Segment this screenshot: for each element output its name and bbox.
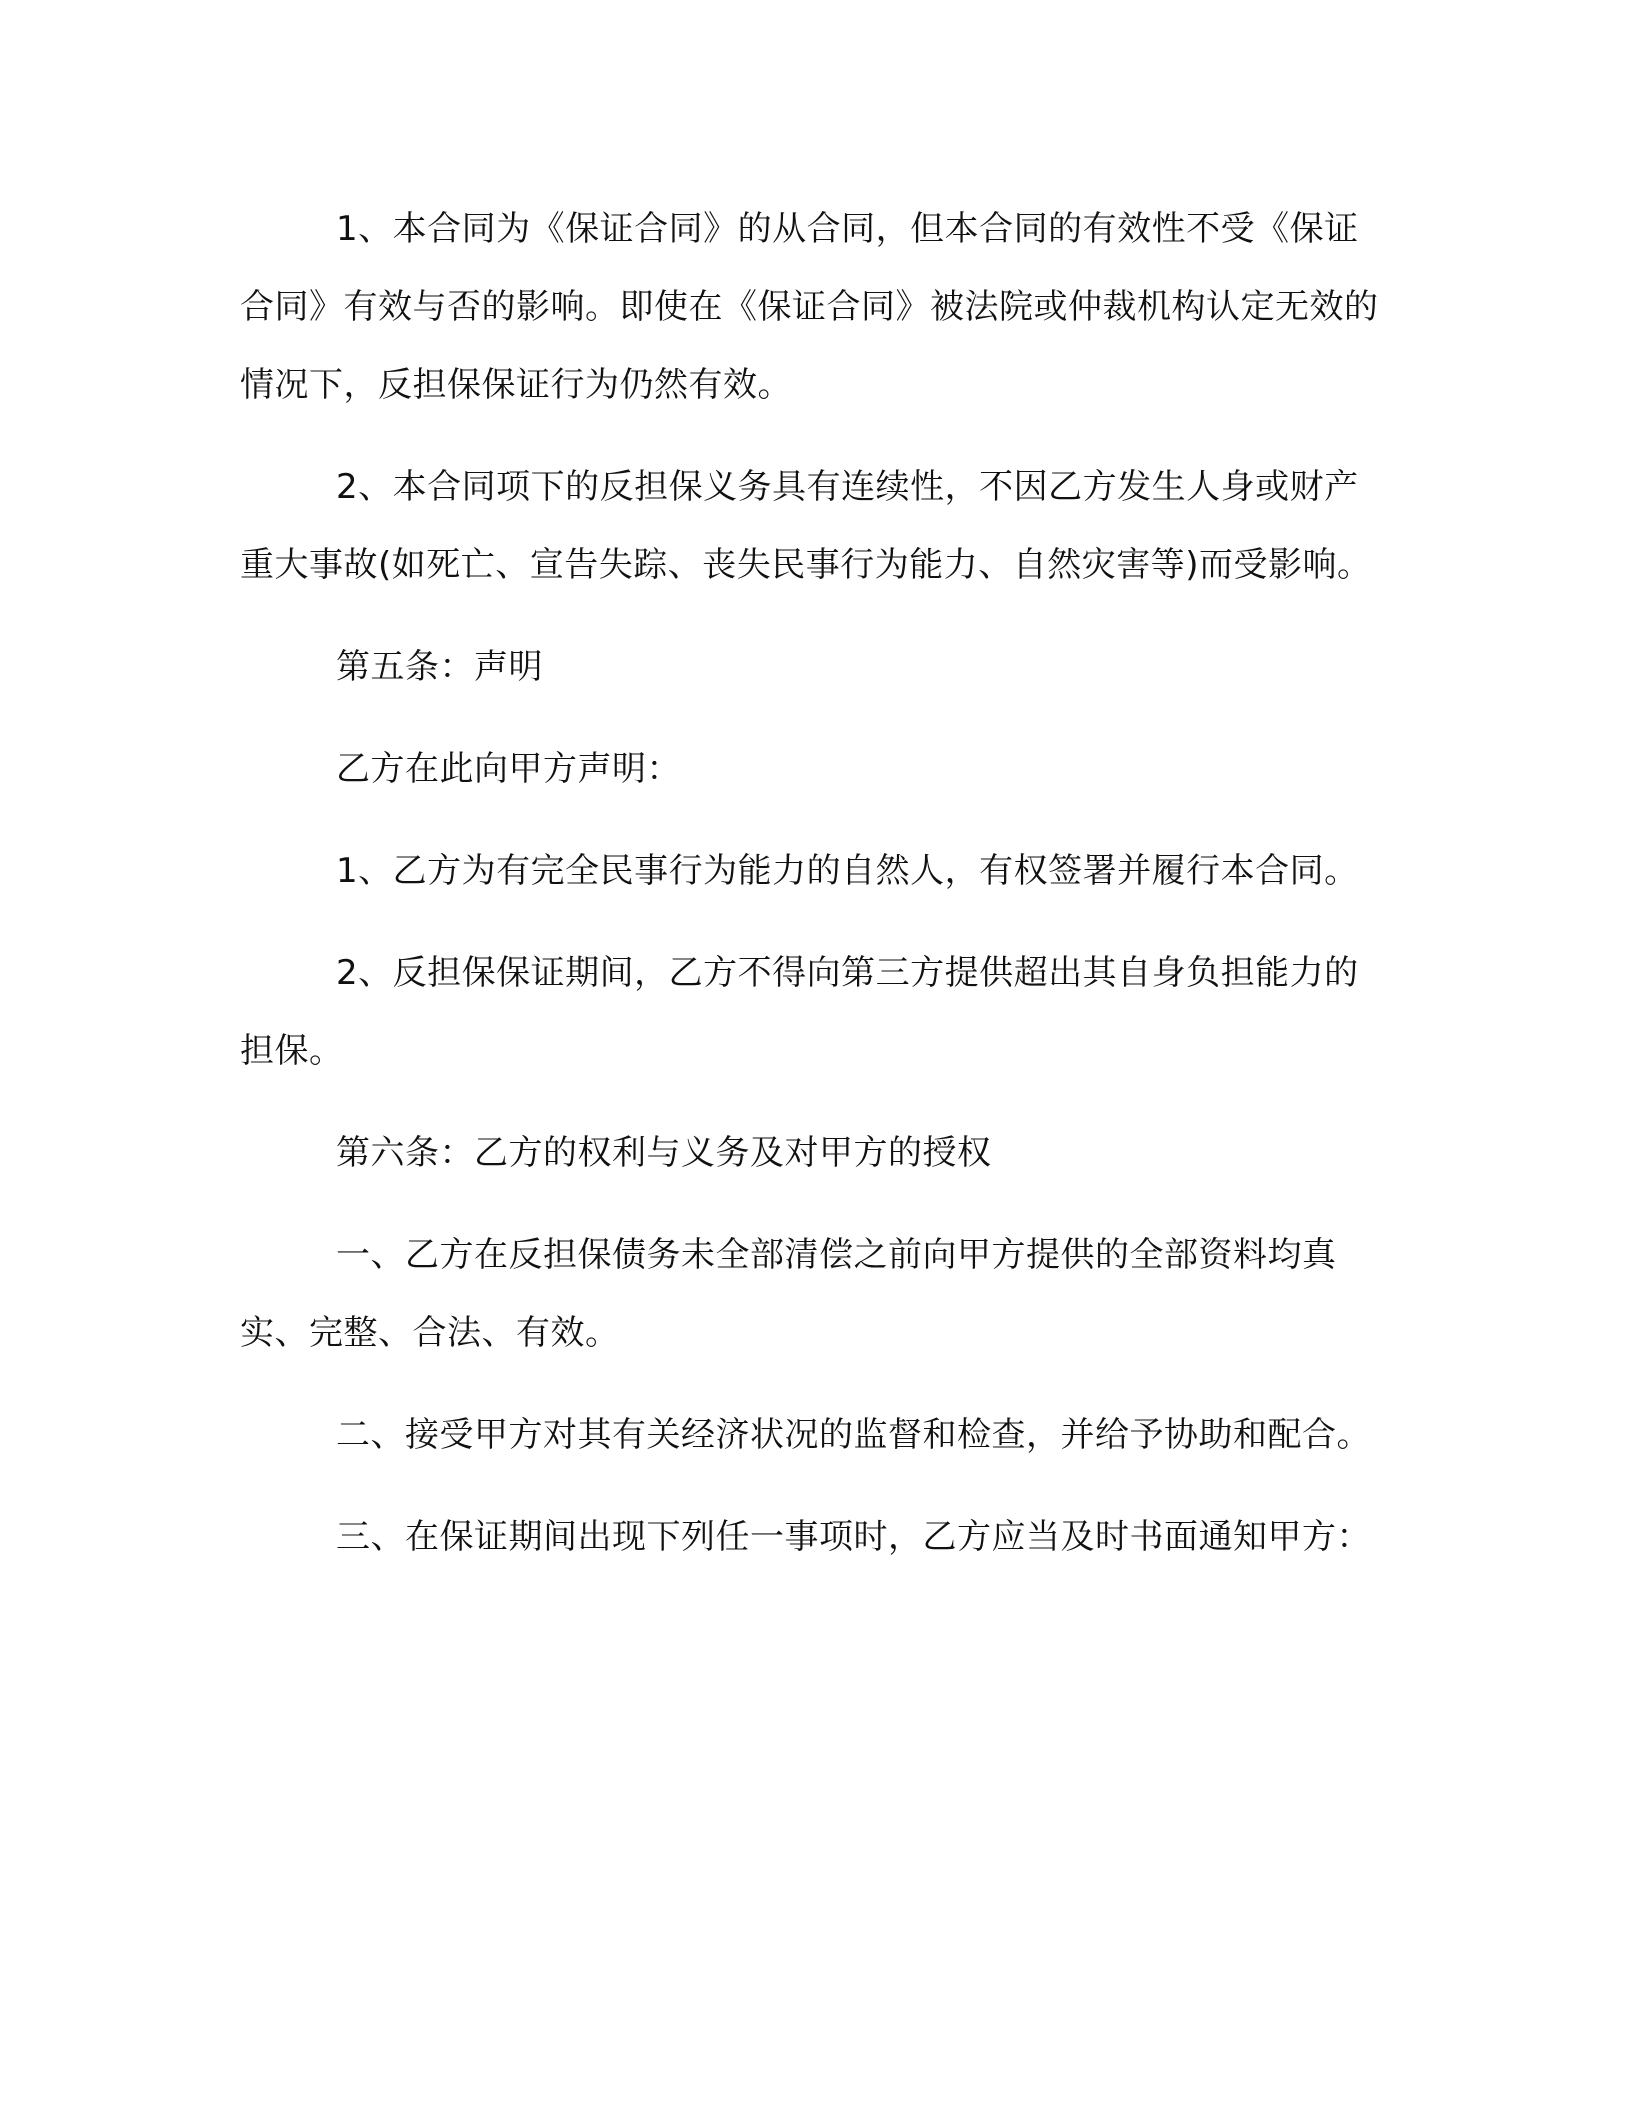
article-6-heading: 第六条：乙方的权利与义务及对甲方的授权 [336, 1133, 992, 1173]
obligation-item-3: 三、在保证期间出现下列任一事项时，乙方应当及时书面通知甲方： [336, 1517, 1371, 1557]
obligation-item-1: 一、乙方在反担保债务未全部清偿之前向甲方提供的全部资料均真实、完整、合法、有效。 [240, 1235, 1337, 1353]
document-body [240, 190, 1380, 1600]
declaration-item-2: 2、反担保保证期间，乙方不得向第三方提供超出其自身负担能力的担保。 [240, 953, 1359, 1071]
clause-2-continuity: 2、本合同项下的反担保义务具有连续性，不因乙方发生人身或财产重大事故(如死亡、宣告失踪、丧失民事行为能力、自然灾害等)而受影响。 [240, 467, 1372, 585]
article-5-heading: 第五条：声明 [336, 647, 543, 687]
declaration-item-1: 1、乙方为有完全民事行为能力的自然人，有权签署并履行本合同。 [336, 851, 1359, 891]
obligation-item-2: 二、接受甲方对其有关经济状况的监督和检查，并给予协助和配合。 [336, 1415, 1371, 1455]
clause-1-validity: 1、本合同为《保证合同》的从合同，但本合同的有效性不受《保证合同》有效与否的影响。即使在《保证合同》被法院或仲裁机构认定无效的情况下，反担保保证行为仍然有效。 [240, 209, 1379, 405]
declaration-intro: 乙方在此向甲方声明： [336, 749, 681, 789]
